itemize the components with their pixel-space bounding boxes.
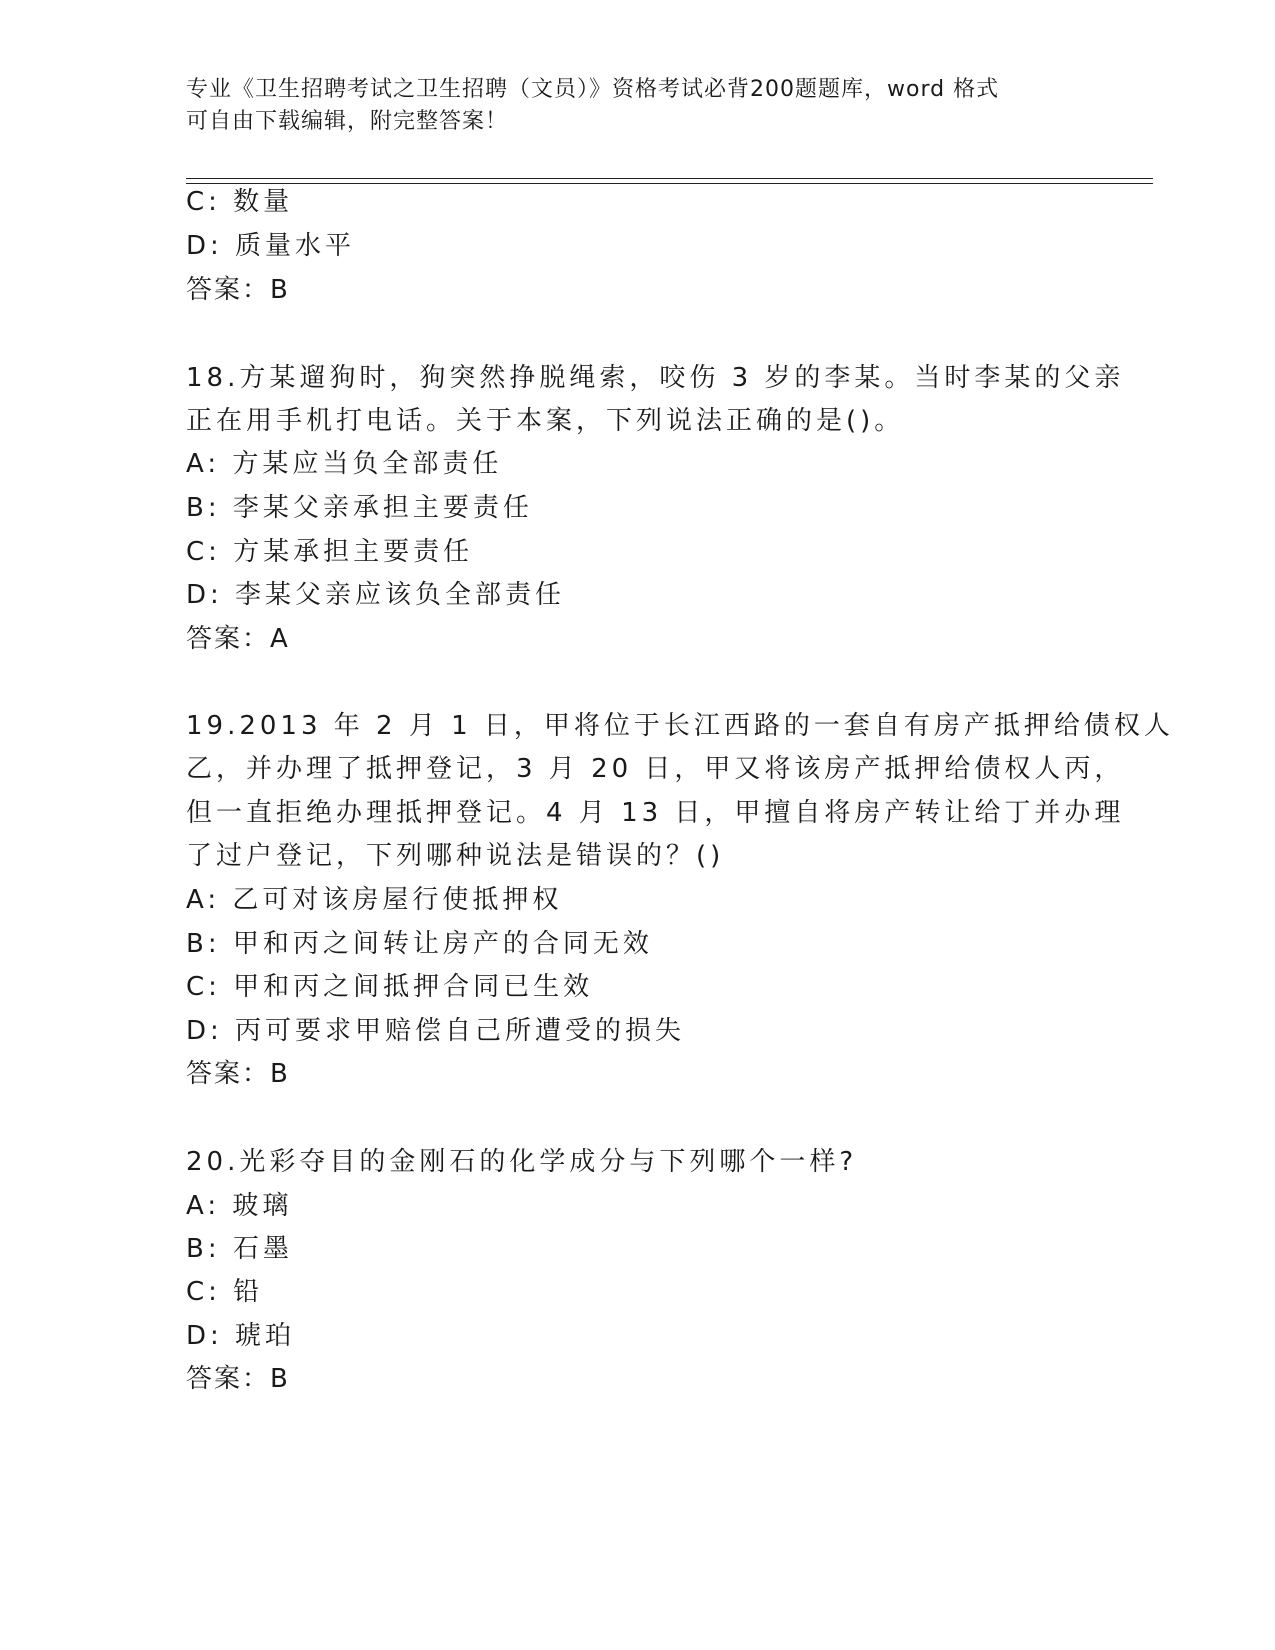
q19-answer: 答案：B — [186, 1059, 290, 1089]
q20-stem-line-1: 20.光彩夺目的金刚石的化学成分与下列哪个一样? — [186, 1147, 858, 1177]
q18-option-b: B: 李某父亲承担主要责任 — [186, 493, 533, 523]
header-divider — [186, 178, 1153, 184]
q20-option-d: D: 琥珀 — [186, 1321, 296, 1351]
q18-option-a: A: 方某应当负全部责任 — [186, 449, 503, 479]
q19-option-d: D: 丙可要求甲赔偿自己所遭受的损失 — [186, 1016, 686, 1046]
header-title-line-2: 可自由下载编辑，附完整答案！ — [186, 109, 509, 134]
q18-stem-line-1: 18.方某遛狗时，狗突然挣脱绳索，咬伤 3 岁的李某。当时李某的父亲 — [186, 363, 1125, 393]
q20-option-a: A: 玻璃 — [186, 1191, 293, 1221]
q18-stem-line-2: 正在用手机打电话。关于本案，下列说法正确的是()。 — [186, 406, 905, 436]
page-header — [186, 74, 1086, 138]
q18-option-c: C: 方某承担主要责任 — [186, 537, 474, 567]
q19-stem-line-4: 了过户登记，下列哪种说法是错误的？() — [186, 841, 725, 871]
q20-option-b: B: 石墨 — [186, 1234, 293, 1264]
q19-option-b: B: 甲和丙之间转让房产的合同无效 — [186, 929, 653, 959]
prev-answer: 答案：B — [186, 275, 290, 305]
q20-answer: 答案：B — [186, 1364, 290, 1394]
header-title-line-1: 专业《卫生招聘考试之卫生招聘（文员）》资格考试必背200题题库，word 格式 — [186, 77, 1000, 102]
prev-option-c: C: 数量 — [186, 187, 294, 217]
q19-stem-line-1: 19.2013 年 2 月 1 日，甲将位于长江西路的一套自有房产抵押给债权人 — [186, 711, 1174, 741]
q19-stem-line-3: 但一直拒绝办理抵押登记。4 月 13 日，甲擅自将房产转让给丁并办理 — [186, 798, 1125, 828]
q18-answer: 答案：A — [186, 624, 290, 654]
q20-option-c: C: 铅 — [186, 1277, 264, 1307]
q19-stem-line-2: 乙，并办理了抵押登记，3 月 20 日，甲又将该房产抵押给债权人丙， — [186, 754, 1125, 784]
q19-option-a: A: 乙可对该房屋行使抵押权 — [186, 885, 563, 915]
q19-option-c: C: 甲和丙之间抵押合同已生效 — [186, 972, 594, 1002]
prev-option-d: D: 质量水平 — [186, 231, 356, 261]
q18-option-d: D: 李某父亲应该负全部责任 — [186, 580, 566, 610]
